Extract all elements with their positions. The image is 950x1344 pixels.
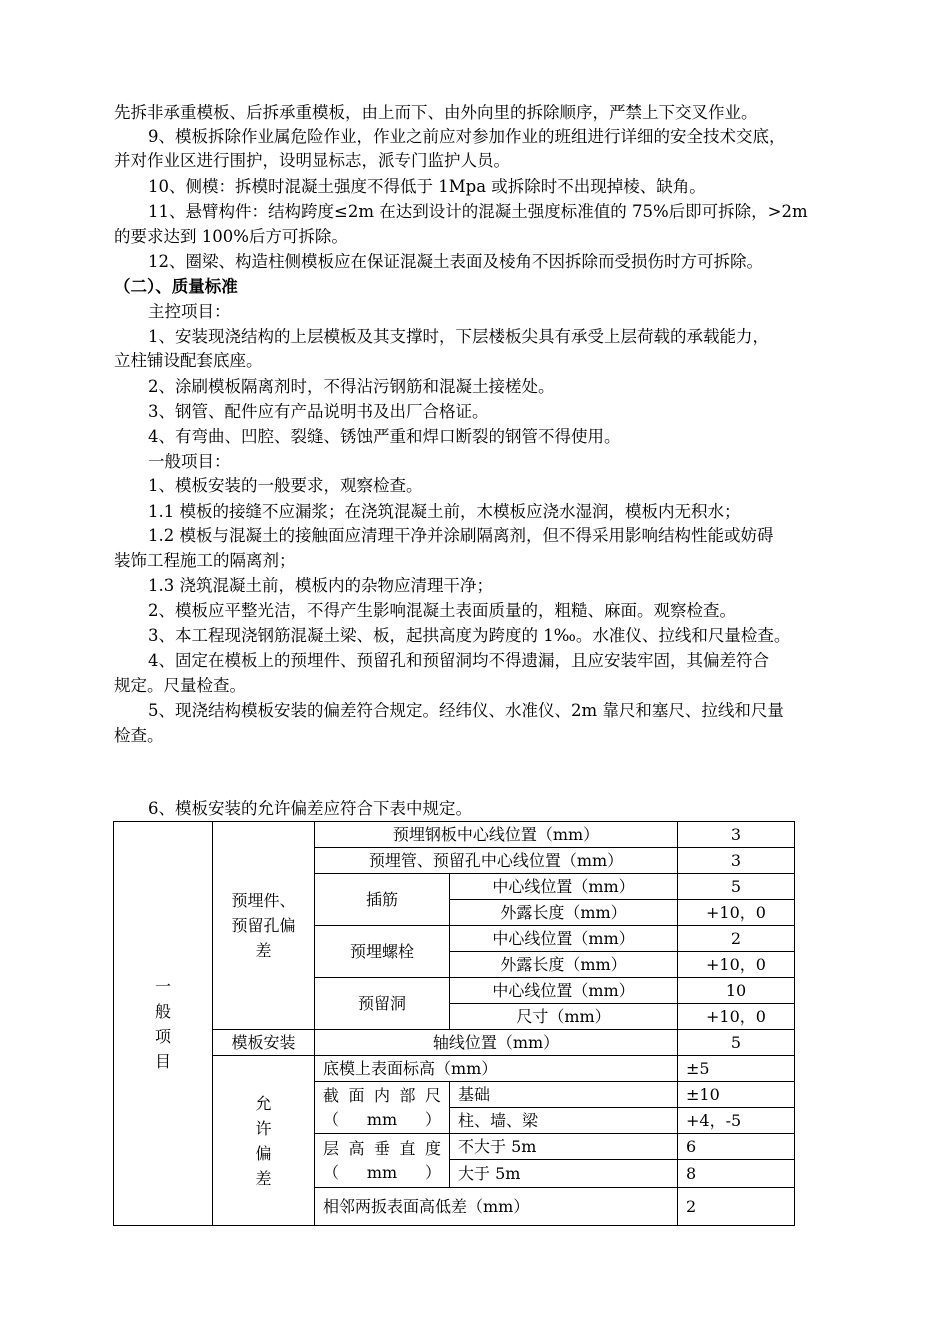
paragraph-line: 并对作业区进行围护，设明显标志，派专门监护人员。 — [114, 151, 510, 170]
item-cell: 外露长度（mm） — [450, 900, 678, 926]
value-cell: 2 — [678, 926, 795, 952]
subgroup-cell: 插筋 — [315, 874, 450, 926]
paragraph-line: 11、悬臂构件：结构跨度≤2m 在达到设计的混凝土强度标准值的 75%后即可拆除，>2m — [148, 202, 808, 221]
group-cell — [213, 822, 315, 1030]
paragraph-line: 2、涂刷模板隔离剂时，不得沾污钢筋和混凝土接槎处。 — [148, 377, 555, 396]
subgroup-cell: 预埋螺栓 — [315, 926, 450, 978]
value-cell: 3 — [678, 822, 795, 848]
item-cell: 中心线位置（mm） — [450, 926, 678, 952]
paragraph-line: 12、圈梁、构造柱侧模板应在保证混凝土表面及棱角不因拆除而受损伤时方可拆除。 — [148, 252, 763, 271]
paragraph-line: 规定。尺量检查。 — [114, 676, 246, 695]
value-cell: 8 — [678, 1160, 795, 1188]
paragraph-line: 1.3 浇筑混凝土前，模板内的杂物应清理干净； — [148, 576, 493, 595]
group-cell — [213, 1056, 315, 1226]
paragraph-line: 5、现浇结构模板安装的偏差符合规定。经纬仪、水准仪、2m 靠尺和塞尺、拉线和尺量 — [148, 701, 784, 720]
section-heading: （二）、质量标准 — [114, 277, 238, 296]
subgroup-cell: 层高垂直度（mm） — [315, 1134, 450, 1188]
value-cell: +10，0 — [678, 900, 795, 926]
value-cell: 10 — [678, 978, 795, 1004]
item-cell: 大于 5m — [450, 1160, 678, 1188]
paragraph-line: 2、模板应平整光洁，不得产生影响混凝土表面质量的，粗糙、麻面。观察检查。 — [148, 601, 736, 620]
group-cell: 模板安装 — [213, 1030, 315, 1056]
item-cell: 底模上表面标高（mm） — [315, 1056, 678, 1082]
tolerance-table — [113, 821, 795, 1226]
paragraph-line: 装饰工程施工的隔离剂； — [114, 551, 296, 570]
item-cell: 基础 — [450, 1082, 678, 1108]
item-cell: 尺寸（mm） — [450, 1004, 678, 1030]
group-label: 预埋件、预留孔偏差 — [231, 891, 296, 960]
paragraph-line: 主控项目： — [148, 302, 231, 321]
category-cell — [114, 822, 213, 1226]
paragraph-line: 立柱铺设配套底座。 — [114, 351, 263, 370]
paragraph-line: 6、模板安装的允许偏差应符合下表中规定。 — [148, 799, 472, 818]
paragraph-line: 9、模板拆除作业属危险作业，作业之前应对参加作业的班组进行详细的安全技术交底， — [148, 127, 786, 146]
paragraph-line: 先拆非承重模板、后拆承重模板，由上而下、由外向里的拆除顺序，严禁上下交叉作业。 — [114, 103, 758, 122]
item-cell: 不大于 5m — [450, 1134, 678, 1160]
value-cell: 5 — [678, 1030, 795, 1056]
paragraph-line: 4、有弯曲、凹腔、裂缝、锈蚀严重和焊口断裂的钢管不得使用。 — [148, 427, 621, 446]
paragraph-line: 1.2 模板与混凝土的接触面应清理干净并涂刷隔离剂，但不得采用影响结构性能或妨碍 — [148, 526, 774, 545]
subgroup-cell: 截面内部尺（mm） — [315, 1082, 450, 1134]
item-cell: 外露长度（mm） — [450, 952, 678, 978]
paragraph-line: 3、钢管、配件应有产品说明书及出厂合格证。 — [148, 402, 489, 421]
value-cell: 2 — [678, 1188, 795, 1226]
value-cell: 5 — [678, 874, 795, 900]
item-cell: 预埋钢板中心线位置（mm） — [315, 822, 678, 848]
value-cell: 3 — [678, 848, 795, 874]
item-cell: 轴线位置（mm） — [315, 1030, 678, 1056]
item-cell: 中心线位置（mm） — [450, 978, 678, 1004]
subgroup-cell: 预留洞 — [315, 978, 450, 1030]
paragraph-line: 检查。 — [114, 726, 164, 745]
value-cell: +4，-5 — [678, 1108, 795, 1134]
paragraph-line: 1、模板安装的一般要求，观察检查。 — [148, 476, 423, 495]
value-cell: +10，0 — [678, 1004, 795, 1030]
paragraph-line: 一般项目： — [148, 452, 231, 471]
paragraph-line: 1、安装现浇结构的上层模板及其支撑时，下层楼板尖具有承受上层荷载的承载能力， — [148, 327, 769, 346]
paragraph-line: 1.1 模板的接缝不应漏浆；在浇筑混凝土前，木模板应浇水湿润，模板内无积水； — [148, 502, 741, 521]
value-cell: 6 — [678, 1134, 795, 1160]
item-cell: 柱、墙、梁 — [450, 1108, 678, 1134]
paragraph-line: 10、侧模：拆模时混凝土强度不得低于 1Mpa 或拆除时不出现掉棱、缺角。 — [148, 177, 706, 196]
value-cell: ±5 — [678, 1056, 795, 1082]
category-label: 一般项目 — [154, 976, 171, 1071]
value-cell: ±10 — [678, 1082, 795, 1108]
item-cell: 预埋管、预留孔中心线位置（mm） — [315, 848, 678, 874]
paragraph-line: 4、固定在模板上的预埋件、预留孔和预留洞均不得遗漏，且应安装牢固，其偏差符合 — [148, 651, 769, 670]
value-cell: +10，0 — [678, 952, 795, 978]
paragraph-line: 3、本工程现浇钢筋混凝土梁、板，起拱高度为跨度的 1‰。水准仪、拉线和尺量检查。 — [148, 626, 791, 645]
item-cell: 相邻两扳表面高低差（mm） — [315, 1188, 678, 1226]
paragraph-line: 的要求达到 100%后方可拆除。 — [114, 227, 348, 246]
item-cell: 中心线位置（mm） — [450, 874, 678, 900]
group-label: 允许偏差 — [255, 1093, 272, 1188]
